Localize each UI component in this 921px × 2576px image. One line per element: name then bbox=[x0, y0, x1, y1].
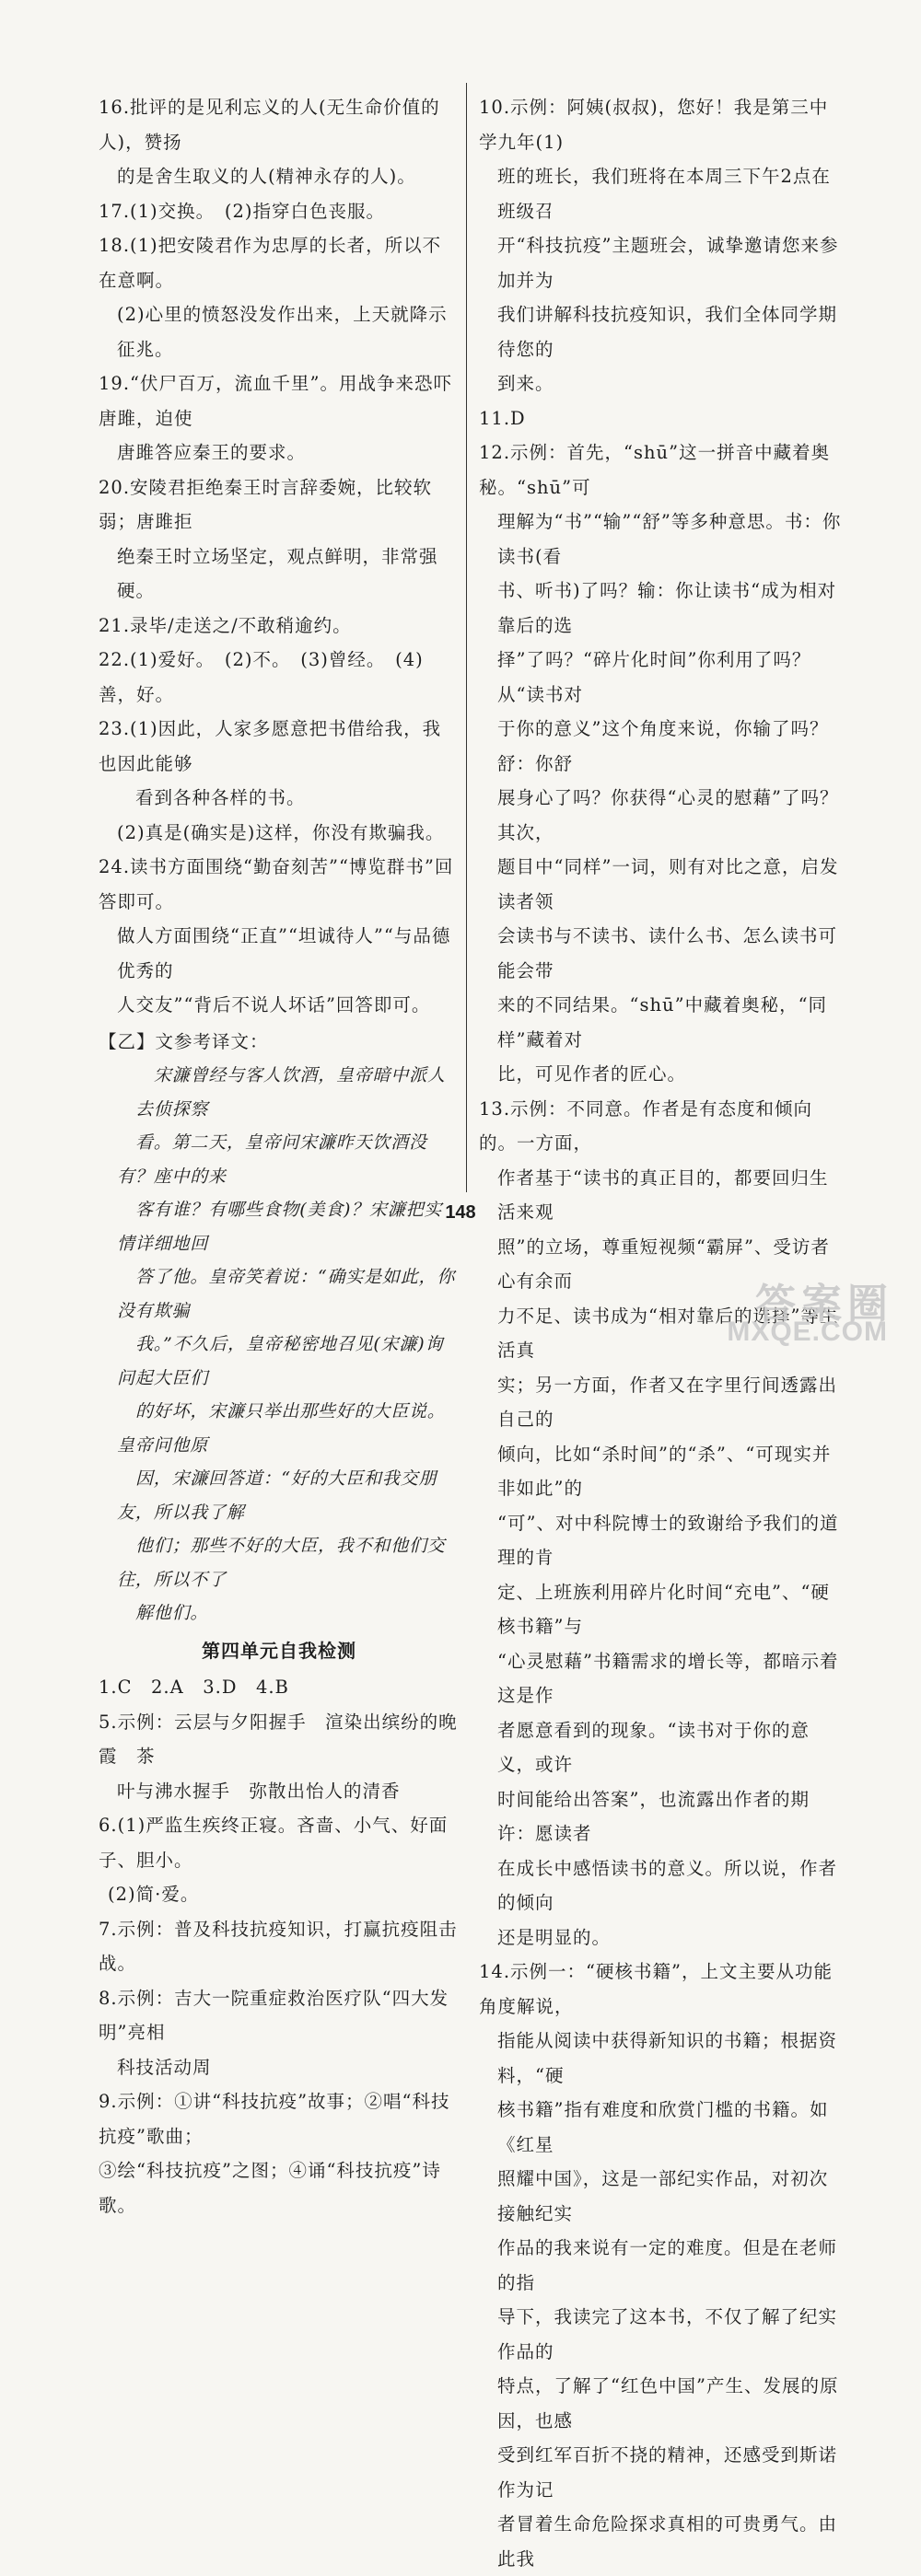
watermark-url: MXQE.COM bbox=[727, 1317, 888, 1347]
answer-line: 实；另一方面，作者又在字里行间透露出自己的 bbox=[497, 1374, 838, 1430]
answer-line: 6.(1)严监生疾终正寝。吝啬、小气、好面子、胆小。 bbox=[99, 1815, 449, 1871]
column-divider bbox=[466, 83, 467, 1192]
answer-line: 作品的我来说有一定的难度。但是在老师的指 bbox=[497, 2237, 838, 2293]
answer-line: 12.示例：首先，“shū”这一拼音中藏着奥秘。“shū”可 bbox=[479, 442, 831, 498]
translation-line: 客有谁？有哪些食物(美食)？宋濂把实情详细地回 bbox=[117, 1200, 443, 1254]
answer-line: 16.批评的是见利忘义的人(无生命价值的人)，赞扬 bbox=[99, 97, 440, 153]
answer-line: 展身心了吗？你获得“心灵的慰藉”了吗？其次， bbox=[497, 787, 839, 843]
answer-line: 照”的立场，尊重短视频“霸屏”、受访者心有余而 bbox=[497, 1236, 830, 1292]
translation-line: 他们；那些不好的大臣，我不和他们交往，所以不了 bbox=[117, 1536, 446, 1590]
section-title: 第四单元自我检测 bbox=[202, 1639, 356, 1662]
left-column bbox=[99, 90, 460, 2222]
answer-line: 时间能给出答案”，也流露出作者的期许：愿读者 bbox=[497, 1788, 810, 1844]
answer-line: 7.示例：普及科技抗疫知识，打赢抗疫阻击战。 bbox=[99, 1918, 458, 1974]
answer-q22 bbox=[99, 643, 460, 712]
answer-line: 特点，了解了“红色中国”产生、发展的原因，也感 bbox=[497, 2375, 839, 2431]
answer-q21 bbox=[99, 609, 460, 644]
answer-line: 20.安陵君拒绝秦王时言辞委婉，比较软弱；唐雎拒 bbox=[99, 476, 433, 532]
answer-line: 于你的意义”这个角度来说，你输了吗？舒：你舒 bbox=[497, 718, 829, 774]
answer-line: 1.C 2.A 3.D 4.B bbox=[99, 1677, 289, 1698]
answer-line: 会读书与不读书、读什么书、怎么读书可能会带 bbox=[497, 925, 838, 981]
translation-line: 解他们。 bbox=[135, 1603, 209, 1623]
answer-line: 21.录毕/走送之/不敢稍逾约。 bbox=[99, 614, 352, 636]
answer-line: 班的班长，我们班将在本周三下午2点在班级召 bbox=[497, 166, 831, 222]
answer-q9 bbox=[99, 2084, 460, 2222]
answer-line: 13.示例：不同意。作者是有态度和倾向的。一方面， bbox=[479, 1097, 813, 1154]
answer-line: 17.(1)交换。 (2)指穿白色丧服。 bbox=[99, 200, 386, 222]
answer-line: 19.“伏尸百万，流血千里”。用战争来恐吓唐雎，迫使 bbox=[99, 373, 452, 429]
answer-line: 唐雎答应秦王的要求。 bbox=[117, 442, 307, 463]
answer-line: 看到各种各样的书。 bbox=[135, 787, 306, 808]
translation-line: 答了他。皇帝笑着说：“确实是如此，你没有欺骗 bbox=[117, 1267, 456, 1321]
answer-line: 22.(1)爱好。 (2)不。 (3)曾经。 (4)善，好。 bbox=[99, 649, 424, 705]
translation-line: 我。”不久后，皇帝秘密地召见(宋濂)询问起大臣们 bbox=[117, 1334, 444, 1388]
answer-q20 bbox=[99, 470, 460, 609]
watermark-logo: 答案圈 bbox=[755, 1281, 893, 1328]
answer-line: 理解为“书”“输”“舒”等多种意思。书：你读书(看 bbox=[497, 511, 842, 567]
answer-q12 bbox=[479, 435, 845, 1092]
answer-line: 人交友”“背后不说人坏话”回答即可。 bbox=[117, 994, 431, 1015]
answer-line: 书、听书)了吗？输：你让读书“成为相对靠后的选 bbox=[497, 580, 837, 636]
answer-line: 者愿意看到的现象。“读书对于你的意义，或许 bbox=[497, 1719, 810, 1775]
answer-line: 14.示例一：“硬核书籍”，上文主要从功能角度解说， bbox=[479, 1961, 833, 2017]
answer-line: (2)真是(确实是)这样，你没有欺骗我。 bbox=[117, 821, 445, 843]
translation-body bbox=[99, 1059, 460, 1630]
translation-line: 宋濂曾经与客人饮酒，皇帝暗中派人去侦探察 bbox=[135, 1065, 446, 1120]
answer-q16 bbox=[99, 90, 460, 194]
answer-line: 在成长中感悟读书的意义。所以说，作者的倾向 bbox=[497, 1857, 838, 1913]
answer-line: 5.示例：云层与夕阳握手 渲染出缤纷的晚霞 茶 bbox=[99, 1711, 458, 1767]
answer-line: 导下，我读完了这本书，不仅了解了纪实作品的 bbox=[497, 2306, 838, 2362]
answer-line: “可”、对中科院博士的致谢给予我们的道理的肯 bbox=[497, 1512, 839, 1568]
answer-line: 23.(1)因此，人家多愿意把书借给我，我也因此能够 bbox=[99, 718, 442, 774]
answer-q10 bbox=[479, 90, 845, 401]
translation-line: 因，宋濂回答道：“好的大臣和我交朋友，所以我了解 bbox=[117, 1468, 437, 1523]
answer-q14 bbox=[479, 1955, 845, 2576]
answer-line: 还是明显的。 bbox=[497, 1926, 612, 1948]
answer-line: 做人方面围绕“正直”“坦诚待人”“与品德优秀的 bbox=[117, 925, 451, 981]
answer-line: 定、上班族利用碎片化时间“充电”、“硬核书籍”与 bbox=[497, 1581, 830, 1637]
answer-line: 开“科技抗疫”主题班会，诚挚邀请您来参加并为 bbox=[497, 235, 839, 291]
answer-q23 bbox=[99, 712, 460, 850]
answer-line: 力不足、读书成为“相对靠后的选择”等生活真 bbox=[497, 1305, 839, 1361]
answer-q19 bbox=[99, 366, 460, 470]
answer-line: 科技活动周 bbox=[117, 2056, 212, 2078]
answer-q8 bbox=[99, 1981, 460, 2085]
answer-q11 bbox=[479, 401, 845, 436]
answer-line: 绝秦王时立场坚定，观点鲜明，非常强硬。 bbox=[117, 545, 438, 601]
answer-line: 指能从阅读中获得新知识的书籍；根据资料，“硬 bbox=[497, 2030, 838, 2086]
answer-line: 作者基于“读书的真正目的，都要回归生活来观 bbox=[497, 1166, 829, 1223]
answer-q18 bbox=[99, 228, 460, 366]
answer-q24 bbox=[99, 850, 460, 1023]
answer-line: 来的不同结果。“shū”中藏着奥秘，“同样”藏着对 bbox=[497, 994, 828, 1050]
answer-q6 bbox=[99, 1808, 460, 1912]
answer-line: 24.读书方面围绕“勤奋刻苦”“博览群书”回答即可。 bbox=[99, 856, 454, 912]
answer-line: 到来。 bbox=[497, 373, 554, 394]
answer-q1_4 bbox=[99, 1670, 460, 1705]
translation-line: 的好坏，宋濂只举出那些好的大臣说。皇帝问他原 bbox=[117, 1401, 446, 1456]
answer-line: ③绘“科技抗疫”之图；④诵“科技抗疫”诗歌。 bbox=[99, 2160, 441, 2216]
answer-line: 题目中“同样”一词，则有对比之意，启发读者领 bbox=[497, 856, 839, 912]
answer-line: 的是舍生取义的人(精神永存的人)。 bbox=[117, 166, 416, 187]
answer-line: 11.D bbox=[479, 407, 526, 429]
watermark bbox=[663, 1271, 893, 1347]
answer-line: 倾向，比如“杀时间”的“杀”、“可现实并非如此”的 bbox=[497, 1443, 832, 1499]
translation-header: 【乙】文参考译文： bbox=[99, 1030, 269, 1052]
answer-line: 择”了吗？“碎片化时间”你利用了吗？从“读书对 bbox=[497, 649, 811, 705]
answer-line: 核书籍”指有难度和欣赏门槛的书籍。如《红星 bbox=[497, 2099, 829, 2155]
answer-q17 bbox=[99, 194, 460, 229]
answer-line: (2)简·爱。 bbox=[108, 1884, 200, 1905]
answer-q5 bbox=[99, 1705, 460, 1809]
answer-line: (2)心里的愤怒没发作出来，上天就降示征兆。 bbox=[117, 304, 448, 360]
answer-line: 10.示例：阿姨(叔叔)，您好！我是第三中学九年(1) bbox=[479, 97, 829, 153]
answer-q7 bbox=[99, 1912, 460, 1981]
answer-line: “心灵慰藉”书籍需求的增长等，都暗示着这是作 bbox=[497, 1650, 839, 1706]
answer-line: 比，可见作者的匠心。 bbox=[497, 1063, 687, 1085]
answer-line: 我们讲解科技抗疫知识，我们全体同学期待您的 bbox=[497, 304, 838, 360]
page-number: 148 bbox=[445, 1202, 476, 1223]
answer-line: 照耀中国》，这是一部纪实作品，对初次接触纪实 bbox=[497, 2168, 829, 2224]
translation-line: 看。第二天，皇帝问宋濂昨天饮酒没有？座中的来 bbox=[117, 1132, 427, 1187]
answer-line: 受到红军百折不挠的精神，还感受到斯诺作为记 bbox=[497, 2444, 838, 2501]
answer-line: 9.示例：①讲“科技抗疫”故事；②唱“科技抗疫”歌曲； bbox=[99, 2091, 450, 2147]
answer-line: 叶与沸水握手 弥散出怡人的清香 bbox=[117, 1780, 401, 1802]
answer-line: 18.(1)把安陵君作为忠厚的长者，所以不在意啊。 bbox=[99, 235, 442, 291]
answer-line: 8.示例：吉大一院重症救治医疗队“四大发明”亮相 bbox=[99, 1987, 449, 2043]
answer-line: 者冒着生命危险探求真相的可贵勇气。由此我 bbox=[497, 2513, 838, 2570]
